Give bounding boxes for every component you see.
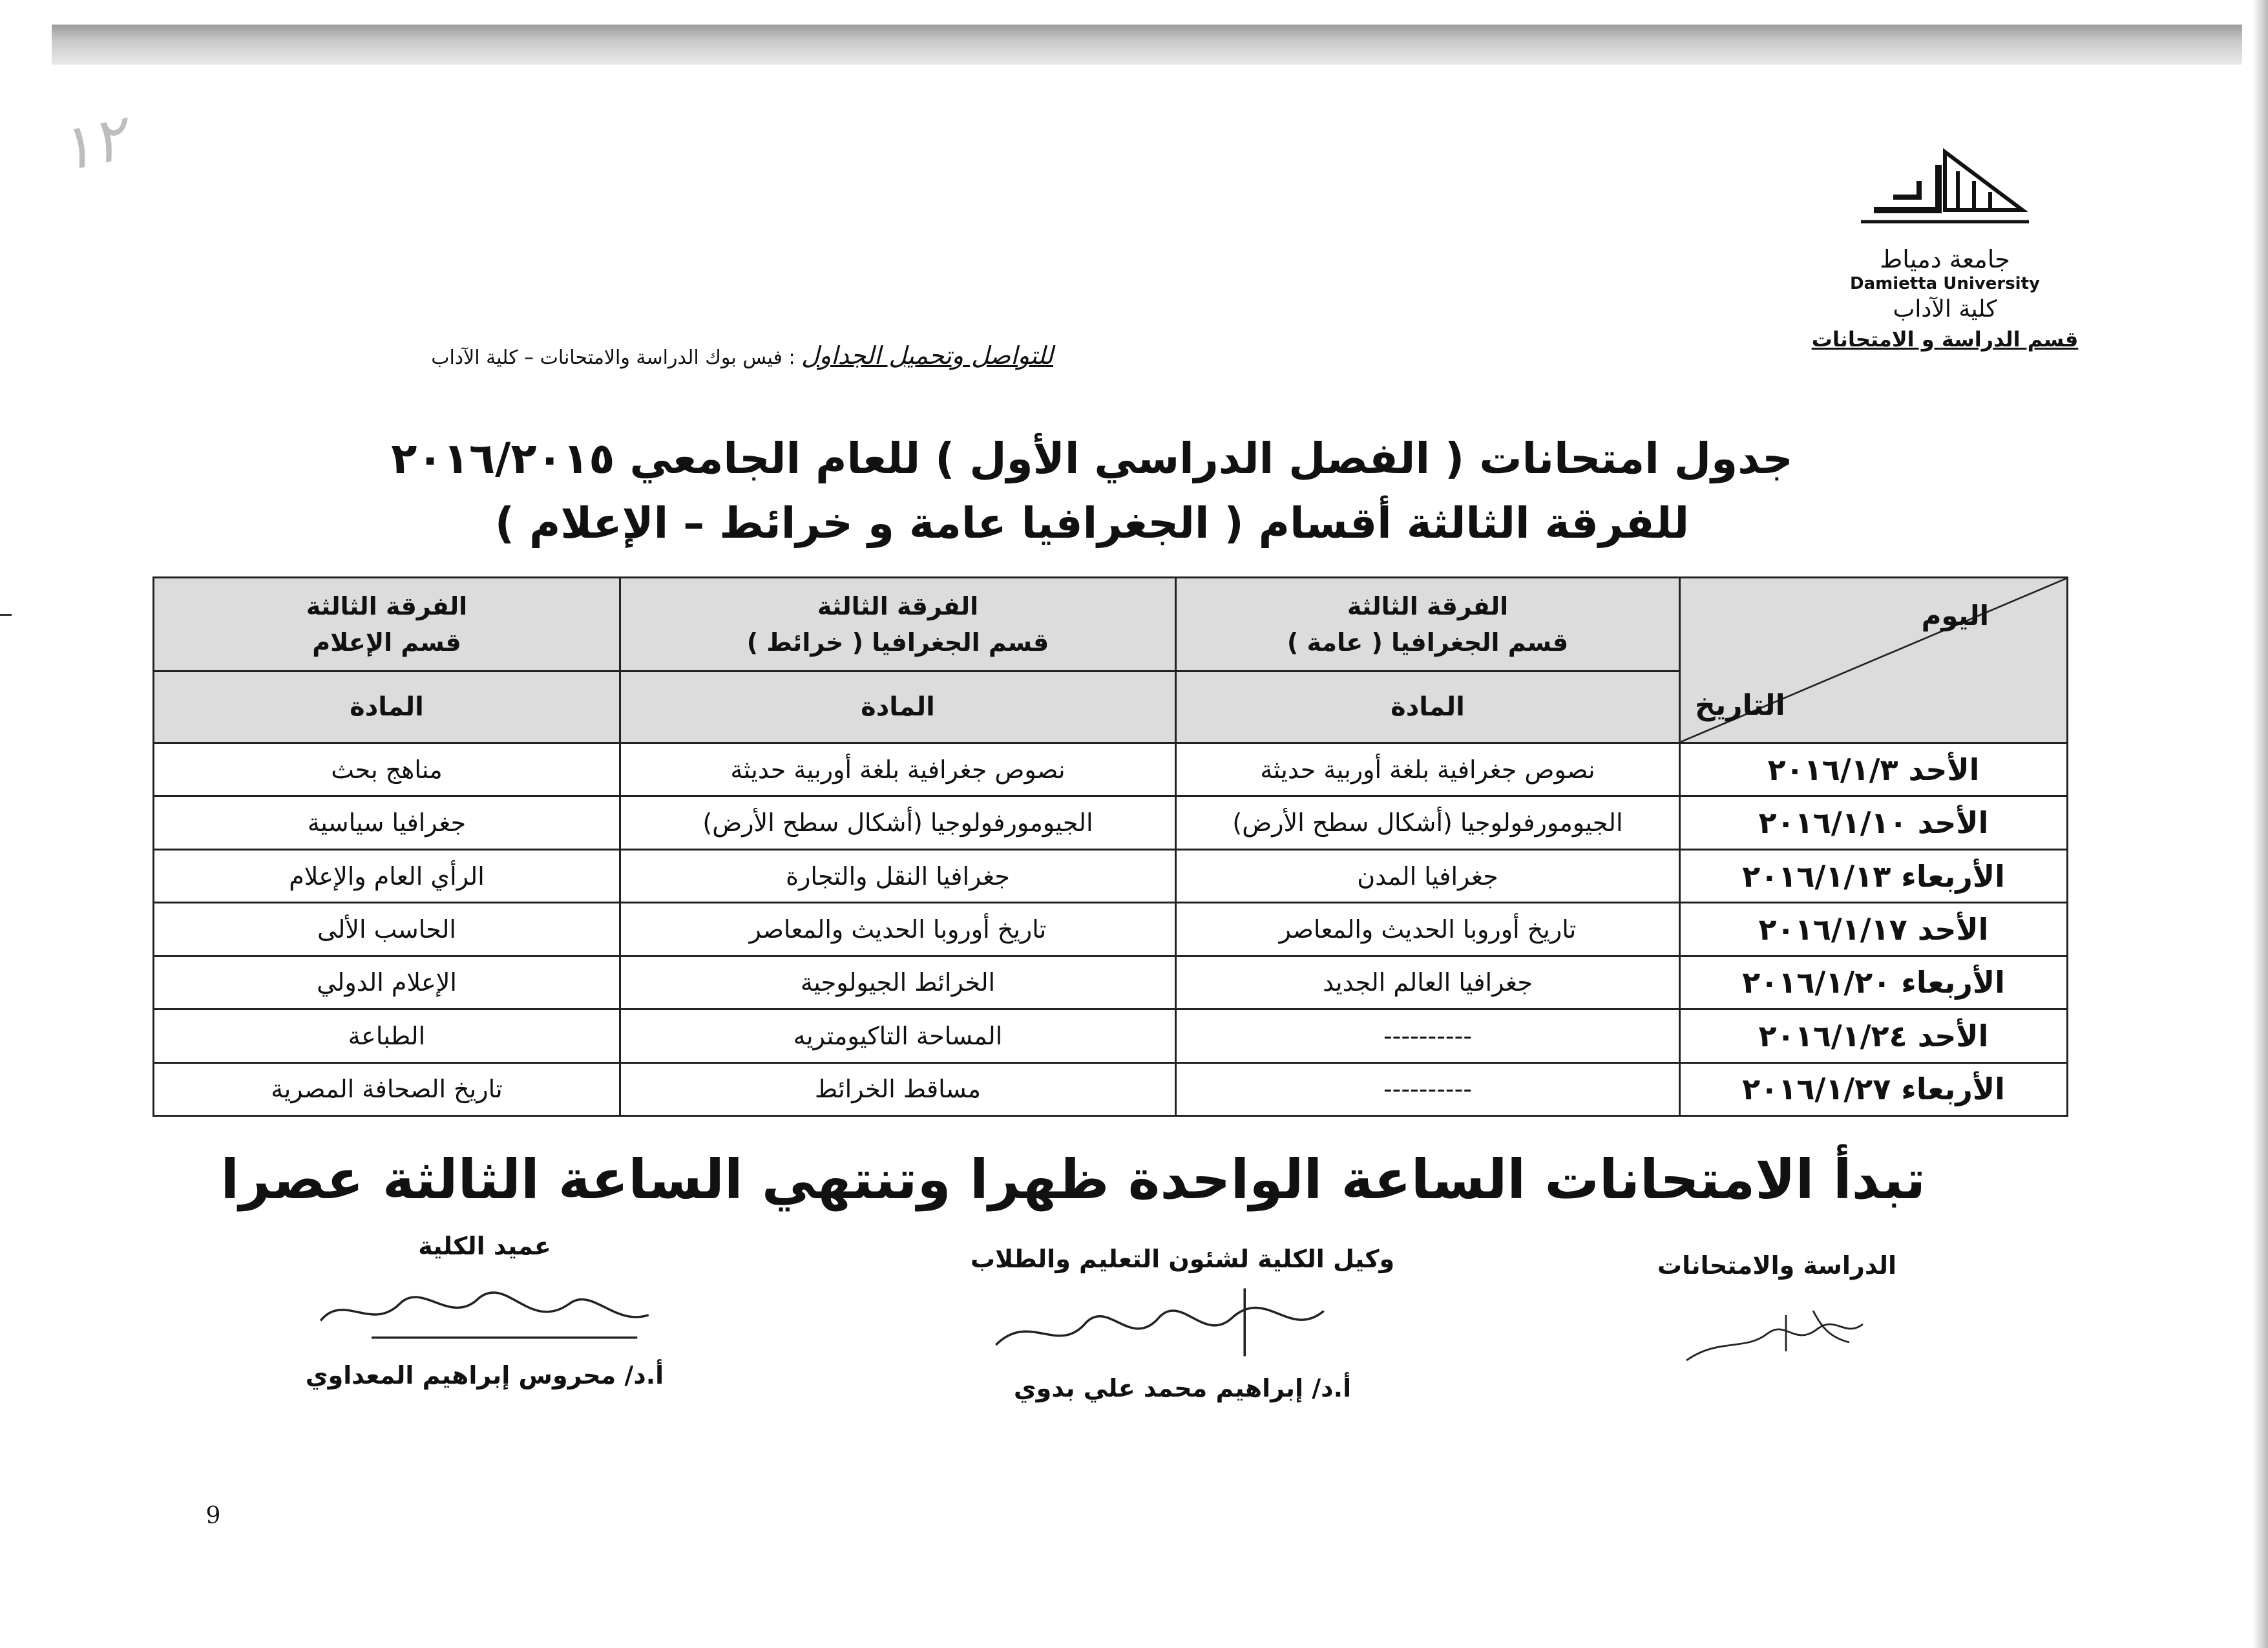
subject-cell: تاريخ أوروبا الحديث والمعاصر: [620, 903, 1176, 956]
contact-line: [226, 336, 1053, 375]
contact-separator: :: [788, 346, 795, 369]
table-row: [154, 956, 2068, 1009]
date-cell: الأربعاء ٢٠١٦/١/١٣: [1680, 849, 2068, 902]
contact-label: للتواصل وتحميل الجداول: [801, 341, 1053, 370]
subject-cell: جغرافيا النقل والتجارة: [620, 849, 1176, 902]
subject-cell: تاريخ أوروبا الحديث والمعاصر: [1176, 903, 1680, 956]
handwritten-signature-icon: [892, 1277, 1473, 1368]
column-header-general-geography: [1176, 578, 1680, 671]
page-number: 9: [205, 1503, 221, 1529]
column-dept: قسم الجغرافيا ( خرائط ): [746, 628, 1049, 657]
subject-cell: جغرافيا العالم الجديد: [1176, 956, 1680, 1009]
subject-cell: الجيومورفولوجيا (أشكال سطح الأرض): [1176, 796, 1680, 849]
subject-cell: الطباعة: [154, 1009, 620, 1062]
university-header: [1809, 145, 2081, 352]
table-row: [154, 849, 2068, 902]
signature-title: الدراسة والامتحانات: [1657, 1251, 1897, 1280]
subject-cell: الإعلام الدولي: [154, 956, 620, 1009]
document-title: [362, 427, 1822, 562]
contact-value: فيس بوك الدراسة والامتحانات – كلية الآداب: [431, 346, 782, 369]
date-cell: الأحد ٢٠١٦/١/١٧: [1680, 903, 2068, 956]
subject-cell: نصوص جغرافية بلغة أوربية حديثة: [1176, 743, 1680, 796]
table-row: [154, 1062, 2068, 1115]
handwritten-signature-icon: [258, 1264, 711, 1355]
title-line-2: للفرقة الثالثة أقسام ( الجغرافيا عامة و خرائط – الإعلام ): [494, 498, 1690, 548]
signature-name: أ.د/ إبراهيم محمد علي بدوي: [1013, 1374, 1352, 1402]
subject-header: المادة: [154, 671, 620, 743]
subject-cell: مناهج بحث: [154, 743, 620, 796]
subject-header: المادة: [1176, 671, 1680, 743]
exam-schedule-table: [152, 576, 2068, 1117]
subject-cell: الرأي العام والإعلام: [154, 849, 620, 902]
department-name: قسم الدراسة و الامتحانات: [1811, 327, 2079, 352]
subject-cell: الخرائط الجيولوجية: [620, 956, 1176, 1009]
handwritten-signature-icon: [1596, 1284, 1958, 1374]
subject-header: المادة: [620, 671, 1176, 743]
corner-header-cell: [1680, 578, 2068, 743]
university-name-ar: جامعة دمياط: [1880, 245, 2010, 273]
subject-cell: جغرافيا المدن: [1176, 849, 1680, 902]
scan-edge-top: [52, 25, 2242, 65]
scan-edge-right: [2252, 0, 2268, 1648]
faculty-name: كلية الآداب: [1893, 296, 1997, 322]
table-row: [154, 1009, 2068, 1062]
university-logo-icon: [1848, 145, 2042, 242]
subject-cell: ----------: [1176, 1009, 1680, 1062]
date-cell: الأربعاء ٢٠١٦/١/٢٠: [1680, 956, 2068, 1009]
signature-block-dean: [258, 1228, 711, 1448]
signature-title: وكيل الكلية لشئون التعليم والطلاب: [970, 1245, 1395, 1273]
date-cell: الأحد ٢٠١٦/١/٣: [1680, 743, 2068, 796]
subject-cell: ----------: [1176, 1062, 1680, 1115]
column-year: الفرقة الثالثة: [1347, 592, 1509, 620]
column-dept: قسم الجغرافيا ( عامة ): [1286, 628, 1569, 657]
date-cell: الأربعاء ٢٠١٦/١/٢٧: [1680, 1062, 2068, 1115]
table-row: [154, 796, 2068, 849]
table-row: [154, 903, 2068, 956]
column-header-maps-geography: [620, 578, 1176, 671]
subject-cell: الحاسب الألى: [154, 903, 620, 956]
title-line-1: جدول امتحانات ( الفصل الدراسي الأول ) للعام الجامعي ٢٠١٦/٢٠١٥: [391, 434, 1793, 483]
column-year: الفرقة الثالثة: [306, 592, 468, 620]
column-header-media: [154, 578, 620, 671]
exam-time-notice: تبدأ الامتحانات الساعة الواحدة ظهرا وتنتهي الساعة الثالثة عصرا: [220, 1148, 1926, 1211]
column-year: الفرقة الثالثة: [817, 592, 979, 620]
university-name-en: Damietta University: [1850, 274, 2040, 293]
subject-cell: الجيومورفولوجيا (أشكال سطح الأرض): [620, 796, 1176, 849]
corner-day-label: اليوم: [1921, 600, 1989, 631]
signature-block-vice-dean: [892, 1241, 1473, 1461]
scan-mark: [0, 614, 12, 616]
handwritten-corner-mark: ١٢: [52, 101, 132, 186]
table-row: [154, 743, 2068, 796]
date-cell: الأحد ٢٠١٦/١/٢٤: [1680, 1009, 2068, 1062]
column-dept: قسم الإعلام: [312, 628, 461, 657]
signature-name: أ.د/ محروس إبراهيم المعداوي: [305, 1361, 664, 1389]
subject-cell: نصوص جغرافية بلغة أوربية حديثة: [620, 743, 1176, 796]
subject-cell: مساقط الخرائط: [620, 1062, 1176, 1115]
table-header-row: [154, 578, 2068, 671]
signature-title: عميد الكلية: [418, 1232, 551, 1260]
signature-block-exams: [1596, 1247, 1958, 1461]
subject-cell: تاريخ الصحافة المصرية: [154, 1062, 620, 1115]
corner-date-label: التاريخ: [1695, 689, 1785, 722]
subject-cell: جغرافيا سياسية: [154, 796, 620, 849]
date-cell: الأحد ٢٠١٦/١/١٠: [1680, 796, 2068, 849]
subject-cell: المساحة التاكيومتريه: [620, 1009, 1176, 1062]
